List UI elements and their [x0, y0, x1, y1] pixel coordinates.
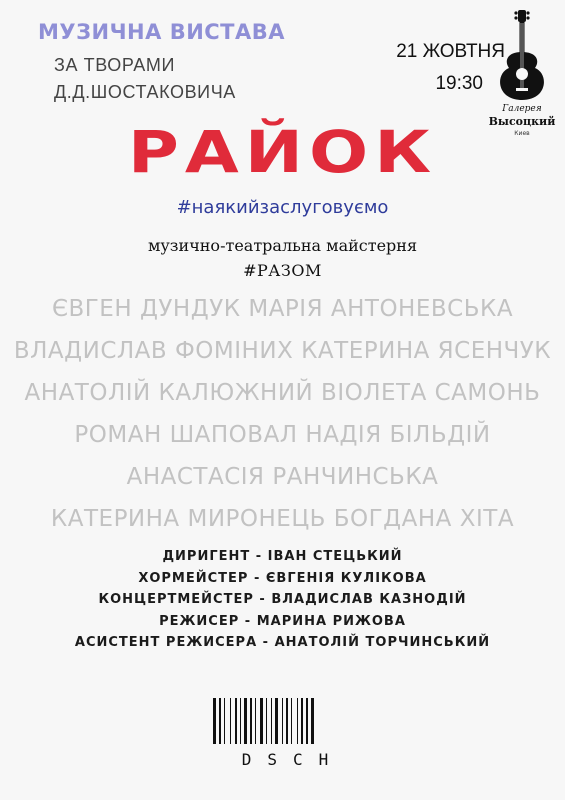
cast-line: АНАТОЛІЙ КАЛЮЖНИЙ ВІОЛЕТА САМОНЬ [24, 380, 541, 406]
header-subtitle-line1: ЗА ТВОРАМИ [54, 55, 176, 75]
barcode-bar [240, 698, 241, 744]
barcode-code: DSCH [241, 750, 345, 769]
barcode-bar [282, 698, 283, 744]
barcode-bar [260, 698, 263, 744]
cast-line: АНАСТАСІЯ РАНЧИНСЬКА [126, 464, 439, 490]
show-hashtag: #наякийзаслуговуємо [176, 197, 389, 218]
header-subtitle-line2: Д.Д.ШОСТАКОВИЧА [54, 82, 236, 102]
studio-tag: #РАЗОМ [243, 261, 322, 280]
barcode-bar [291, 698, 292, 744]
crew-line: КОНЦЕРТМЕЙСТЕР - ВЛАДИСЛАВ КАЗНОДІЙ [98, 592, 467, 607]
barcode-bar [301, 698, 303, 744]
crew-line: АСИСТЕНТ РЕЖИСЕРА - АНАТОЛІЙ ТОРЧИНСЬКИЙ [74, 635, 491, 650]
cast-line: ВЛАДИСЛАВ ФОМІНИХ КАТЕРИНА ЯСЕНЧУК [13, 338, 552, 364]
barcode-bar [230, 698, 231, 744]
barcode-bar [244, 698, 247, 744]
header-title: МУЗИЧНА ВИСТАВА [38, 20, 286, 44]
header-block [38, 20, 285, 106]
barcode-bar [311, 698, 314, 744]
show-title: РАЙОК [127, 118, 438, 186]
barcode-bar [266, 698, 267, 744]
venue-logo-line2: Высоцкий [488, 115, 556, 128]
barcode-bar [286, 698, 288, 744]
barcode-bar [235, 698, 237, 744]
barcode-bar [255, 698, 256, 744]
crew-line: РЕЖИСЕР - МАРИНА РИЖОВА [159, 613, 406, 629]
barcode-bar [306, 698, 308, 744]
cast-line: КАТЕРИНА МИРОНЕЦЬ БОГДАНА ХІТА [50, 506, 515, 532]
barcode-bar [297, 698, 298, 744]
barcode-bar [213, 698, 216, 744]
event-date: 21 ЖОВТНЯ [396, 41, 505, 62]
venue-logo-line3: Киев [514, 130, 530, 137]
barcode-bar [219, 698, 221, 744]
crew-line: ДИРИГЕНТ - ІВАН СТЕЦЬКИЙ [162, 549, 403, 564]
studio-name: музично-театральна майстерня [147, 236, 418, 255]
barcode-bar [224, 698, 225, 744]
crew-line: ХОРМЕЙСТЕР - ЄВГЕНІЯ КУЛІКОВА [138, 570, 427, 586]
barcode-bar [275, 698, 278, 744]
barcode-bar [271, 698, 272, 744]
venue-logo-line1: Галерея [502, 104, 542, 114]
cast-line: ЄВГЕН ДУНДУК МАРІЯ АНТОНЕВСЬКА [51, 296, 514, 322]
crew-list [0, 546, 565, 654]
cast-line: РОМАН ШАПОВАЛ НАДІЯ БІЛЬДІЙ [74, 422, 491, 448]
guitar-icon [487, 8, 557, 106]
barcode-bar [250, 698, 252, 744]
event-time: 19:30 [435, 73, 483, 94]
cast-list [0, 288, 565, 540]
barcode-icon [211, 698, 351, 744]
